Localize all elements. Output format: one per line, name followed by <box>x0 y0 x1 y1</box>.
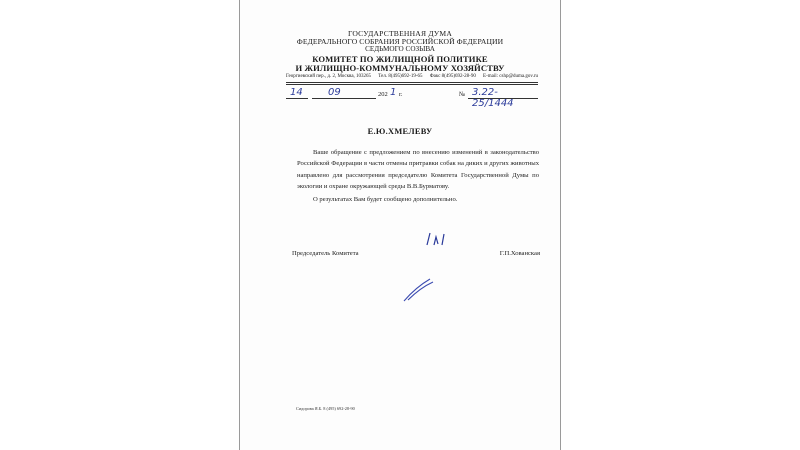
number-prefix: № <box>459 91 466 98</box>
letter-body <box>297 147 539 205</box>
letterhead-line3: СЕДЬМОГО СОЗЫВА <box>365 45 435 53</box>
letterhead-line1: ГОСУДАРСТВЕННАЯ ДУМА <box>347 29 453 38</box>
body-paragraph-2: О результатах Вам будет сообщено дополнительно. <box>313 196 458 204</box>
handwritten-signature <box>400 276 436 304</box>
initials-signature-mark <box>424 231 448 247</box>
fax: Факс 8(495)692-28-90 <box>429 74 476 79</box>
date-year-prefix: 202 <box>378 91 388 98</box>
contact-info <box>286 74 538 79</box>
committee-name-line2: И ЖИЛИЩНО-КОММУНАЛЬНОМУ ХОЗЯЙСТВУ <box>295 63 505 73</box>
body-paragraph-1: Ваше обращение с предложением по внесению изменений в законодательство Российской Федерации в части отмены притравки собак на диких и других животных направлено для рассмотрения председателю Комитета Государственной Думы по экологии и охране окружающей среды В.В.Бурматову. <box>297 149 539 190</box>
committee-name-line1: КОМИТЕТ ПО ЖИЛИЩНОЙ ПОЛИТИКЕ <box>312 54 488 64</box>
header-divider-secondary <box>286 84 538 85</box>
address: Георгиевский пер., д. 2, Москва, 103265 <box>286 74 372 79</box>
date-year-marker: г. <box>399 91 403 98</box>
signature-block <box>292 250 540 257</box>
signatory-position: Председатель Комитета <box>292 250 359 257</box>
signatory-name: Г.П.Хованская <box>499 250 540 257</box>
date-day: 14 <box>290 87 303 98</box>
letter-page <box>239 0 561 450</box>
date-day-line <box>286 98 308 99</box>
letterhead-line2: ФЕДЕРАЛЬНОГО СОБРАНИЯ РОССИЙСКОЙ ФЕДЕРАЦИИ <box>296 37 504 46</box>
executor-footnote: Сидорова Я.Б. 8 (495) 692-28-90 <box>296 406 355 411</box>
date-year-suffix: 1 <box>390 87 397 98</box>
header-divider <box>286 82 538 83</box>
email: E-mail: cshp@duma.gov.ru <box>483 74 538 79</box>
addressee: Е.Ю.ХМЕЛЕВУ <box>367 127 433 136</box>
phone: Тел. 8(495)692-19-65 <box>378 74 423 79</box>
date-month: 09 <box>328 87 341 98</box>
date-number-row <box>286 86 538 109</box>
date-month-line <box>312 98 376 99</box>
registration-number: 3.22-25/1444 <box>472 87 514 109</box>
